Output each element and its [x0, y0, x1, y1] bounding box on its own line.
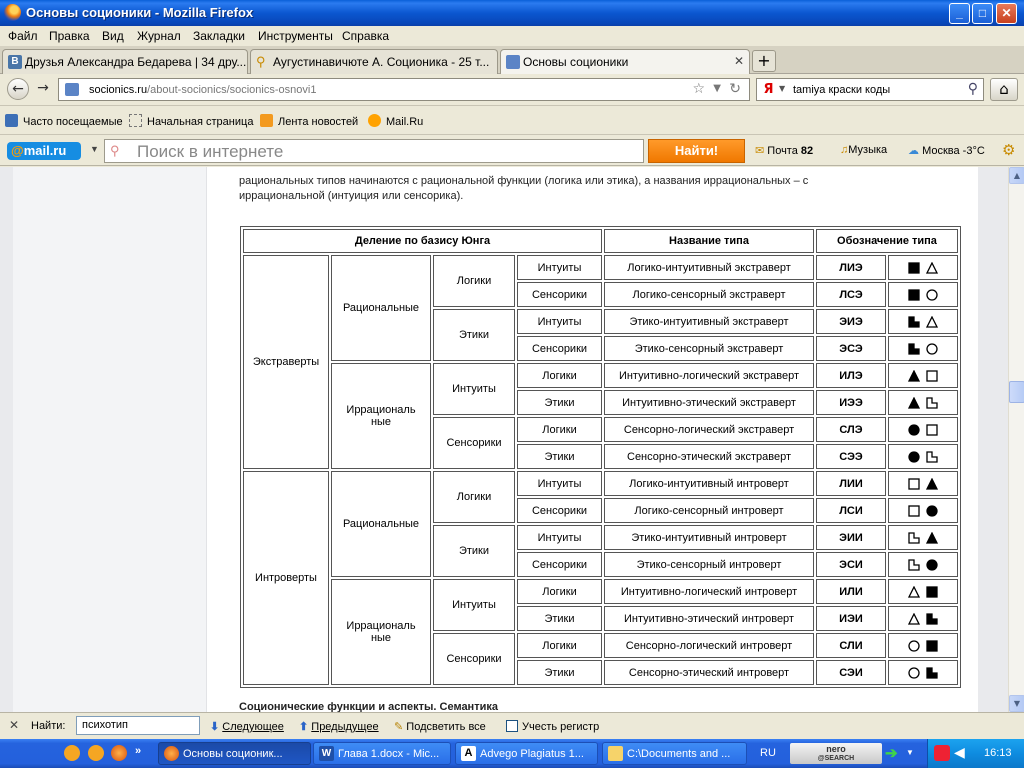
sub-function: Логики — [517, 417, 602, 442]
type-name: Этико-интуитивный интроверт — [604, 525, 814, 550]
type-symbols — [888, 579, 958, 604]
type-code: ИЭЭ — [816, 390, 886, 415]
table-row — [243, 363, 958, 388]
right-gutter — [978, 167, 1008, 712]
sq-open-icon — [908, 478, 920, 490]
taskbar-word[interactable] — [313, 742, 451, 765]
music-link[interactable] — [840, 144, 887, 156]
circ-fill-icon — [908, 451, 920, 463]
close-tab-icon[interactable]: ✕ — [733, 54, 744, 68]
tab-augustinaviciute[interactable] — [250, 49, 498, 74]
highlighter-icon: ✎ — [394, 721, 404, 733]
intro-line-1: рациональных типов начинаются с рациональной функции (логика или этика), а названия иррациональных – с — [239, 175, 809, 187]
type-symbols — [888, 660, 958, 685]
find-next-label: Следующее — [222, 721, 284, 733]
header-type-code: Обозначение типа — [816, 229, 958, 253]
bookmark-news-feed[interactable] — [260, 114, 358, 128]
sub-function: Этики — [517, 606, 602, 631]
sq-open-icon — [926, 370, 938, 382]
arrow-up-icon: ⬆ — [299, 721, 309, 733]
menu-help[interactable]: Справка — [342, 29, 390, 43]
tab-bar — [0, 46, 1024, 74]
type-code: ЛСЭ — [816, 282, 886, 307]
bookmark-star-icon[interactable]: ☆ — [692, 81, 705, 97]
type-name: Логико-интуитивный интроверт — [604, 471, 814, 496]
close-window-button[interactable]: ✕ — [996, 3, 1017, 24]
yandex-icon[interactable]: Я — [763, 82, 774, 97]
nero-sub: @SEARCH — [817, 755, 855, 762]
menu-bookmarks[interactable]: Закладки — [193, 29, 245, 43]
system-tray — [927, 739, 1024, 768]
taskbar-advego[interactable] — [455, 742, 598, 765]
reload-icon[interactable]: ↻ — [729, 81, 741, 97]
type-code: ЛИИ — [816, 471, 886, 496]
sub-function: Этики — [517, 660, 602, 685]
highlight-all-label: Подсветить все — [406, 721, 486, 733]
type-name: Логико-сенсорный интроверт — [604, 498, 814, 523]
type-symbols — [888, 633, 958, 658]
tab-socionics-basics[interactable] — [500, 49, 750, 75]
group-sensing: Сенсорики — [433, 633, 515, 685]
circ-open-icon — [908, 640, 920, 652]
find-input[interactable]: психотип — [76, 716, 200, 735]
type-symbols — [888, 309, 958, 334]
advego-icon: A — [461, 746, 476, 761]
type-name: Сенсорно-этический интроверт — [604, 660, 814, 685]
l-open-icon — [926, 451, 938, 463]
envelope-icon: ✉ — [755, 145, 765, 157]
taskbar-explorer[interactable] — [602, 742, 747, 765]
search-bar[interactable] — [756, 78, 984, 101]
sq-fill-icon — [908, 289, 920, 301]
find-label: Найти: — [31, 720, 66, 732]
bookmarks-toolbar — [0, 107, 1024, 135]
search-input[interactable]: tamiya краски коды — [793, 84, 891, 96]
type-name: Этико-интуитивный экстраверт — [604, 309, 814, 334]
page-icon — [129, 114, 142, 127]
logo-text: mail.ru — [23, 143, 67, 158]
table-row — [243, 255, 958, 280]
tri-fill-icon — [926, 532, 938, 544]
group-ethics: Этики — [433, 525, 515, 577]
tri-open-icon — [926, 316, 938, 328]
logo-at: @ — [11, 143, 24, 158]
folder-icon — [608, 746, 623, 761]
type-symbols — [888, 498, 958, 523]
tri-fill-icon — [926, 478, 938, 490]
tri-open-icon — [908, 613, 920, 625]
quicklaunch-firefox-icon[interactable] — [111, 745, 127, 761]
sq-fill-icon — [908, 262, 920, 274]
url-bar[interactable] — [58, 78, 750, 101]
circ-fill-icon — [926, 505, 938, 517]
url-host: socionics.ru — [89, 84, 148, 96]
intro-text — [239, 167, 959, 204]
clock: 16:13 — [984, 747, 1012, 759]
find-next-button[interactable] — [210, 720, 284, 733]
group-sensing: Сенсорики — [433, 417, 515, 469]
type-symbols — [888, 552, 958, 577]
taskbar-label: Основы соционик... — [183, 748, 283, 760]
menu-bar — [0, 26, 1024, 46]
taskbar-label: C:\Documents and ... — [627, 748, 731, 760]
window-title: Основы соционики - Mozilla Firefox — [26, 5, 254, 20]
header-jung-basis: Деление по базису Юнга — [243, 229, 602, 253]
antivirus-icon[interactable] — [934, 745, 950, 761]
section-subheading: Соционические функции и аспекты. Семантика — [239, 701, 498, 712]
group-extraverts: Экстраверты — [243, 255, 329, 469]
type-code: ЛИЭ — [816, 255, 886, 280]
firefox-icon — [4, 4, 21, 21]
home-button[interactable]: ⌂ — [990, 78, 1018, 101]
forward-button[interactable]: → — [37, 80, 49, 96]
type-symbols — [888, 525, 958, 550]
arrow-down-icon: ⬇ — [210, 721, 220, 733]
circ-fill-icon — [908, 424, 920, 436]
irrational-line-1: Иррациональ — [346, 620, 416, 632]
l-fill-icon — [908, 343, 920, 355]
circ-fill-icon — [926, 559, 938, 571]
settings-gear-icon[interactable]: ⚙ — [1002, 142, 1016, 159]
sub-function: Сенсорики — [517, 282, 602, 307]
tab-label: Основы соционики — [523, 55, 629, 69]
bookmark-label: Лента новостей — [278, 116, 359, 128]
history-dropdown-icon[interactable]: ▼ — [713, 83, 721, 94]
socionics-types-table — [240, 226, 961, 688]
type-code: ЭИИ — [816, 525, 886, 550]
l-open-icon — [908, 532, 920, 544]
tab-label: Аугустинавичюте А. Соционика - 25 т... — [273, 55, 490, 69]
group-rational: Рациональные — [331, 255, 431, 361]
group-intuitive: Интуиты — [433, 579, 515, 631]
rss-icon — [260, 114, 273, 127]
bookmark-label: Mail.Ru — [386, 116, 424, 128]
group-irrational — [331, 363, 431, 469]
group-irrational — [331, 579, 431, 685]
maximize-button[interactable]: □ — [972, 3, 993, 24]
scroll-down-arrow[interactable]: ▼ — [1009, 695, 1024, 712]
mailru-logo[interactable] — [7, 142, 81, 160]
type-name: Интуитивно-логический интроверт — [604, 579, 814, 604]
sub-function: Сенсорики — [517, 336, 602, 361]
match-case-label: Учесть регистр — [522, 721, 600, 733]
tri-open-icon — [908, 586, 920, 598]
most-visited-icon — [5, 114, 18, 127]
type-code: ЭСЭ — [816, 336, 886, 361]
irrational-line-2: ные — [370, 416, 392, 428]
header-type-name: Название типа — [604, 229, 814, 253]
mailru-search-field[interactable] — [104, 139, 644, 163]
type-code: ИЛЭ — [816, 363, 886, 388]
language-indicator[interactable]: RU — [760, 747, 776, 759]
l-fill-icon — [926, 613, 938, 625]
vk-icon: В — [8, 55, 22, 69]
table-row — [243, 471, 958, 496]
circ-open-icon — [908, 667, 920, 679]
cloud-icon: ☁ — [908, 145, 919, 157]
sub-function: Логики — [517, 633, 602, 658]
search-icon: ⚲ — [110, 143, 120, 158]
music-icon: ♫ — [840, 144, 849, 156]
type-symbols — [888, 606, 958, 631]
site-icon — [506, 55, 520, 69]
title-bar — [0, 0, 1024, 26]
sub-function: Интуиты — [517, 309, 602, 334]
type-name: Интуитивно-логический экстраверт — [604, 363, 814, 388]
url-path: /about-socionics/socionics-osnovi1 — [147, 84, 317, 96]
type-symbols — [888, 363, 958, 388]
sq-open-icon — [926, 424, 938, 436]
sub-function: Логики — [517, 579, 602, 604]
engine-dropdown-icon[interactable]: ▼ — [779, 84, 786, 93]
group-logic: Логики — [433, 471, 515, 523]
type-name: Этико-сенсорный интроверт — [604, 552, 814, 577]
irrational-line-2: ные — [370, 632, 392, 644]
intro-line-2: иррациональной (интуиция или сенсорика). — [239, 190, 464, 202]
type-symbols — [888, 444, 958, 469]
mail-link[interactable] — [755, 144, 813, 157]
search-icon: ⚲ — [256, 54, 266, 69]
sub-function: Сенсорики — [517, 498, 602, 523]
sub-function: Интуиты — [517, 525, 602, 550]
type-code: ЭСИ — [816, 552, 886, 577]
site-icon — [65, 83, 79, 96]
taskbar-firefox[interactable] — [158, 742, 311, 765]
windows-taskbar — [0, 739, 1024, 768]
page-viewport — [0, 167, 1024, 712]
tri-open-icon — [926, 262, 938, 274]
sq-open-icon — [908, 505, 920, 517]
type-code: СЭЭ — [816, 444, 886, 469]
menu-tools[interactable]: Инструменты — [258, 29, 333, 43]
new-tab-button[interactable]: + — [752, 50, 776, 72]
left-sidebar — [13, 167, 207, 712]
l-fill-icon — [926, 667, 938, 679]
group-intuitive: Интуиты — [433, 363, 515, 415]
quicklaunch-agent-icon[interactable] — [88, 745, 104, 761]
mailru-icon — [368, 114, 381, 127]
type-code: СЛИ — [816, 633, 886, 658]
group-ethics: Этики — [433, 309, 515, 361]
type-name: Интуитивно-этический экстраверт — [604, 390, 814, 415]
weather-link[interactable] — [908, 144, 985, 157]
type-code: ИЭИ — [816, 606, 886, 631]
l-open-icon — [926, 397, 938, 409]
quicklaunch-more-icon[interactable]: » — [135, 745, 142, 757]
search-placeholder: Поиск в интернете — [137, 142, 284, 161]
quicklaunch-mailru-icon[interactable] — [64, 745, 80, 761]
irrational-line-1: Иррациональ — [346, 404, 416, 416]
taskbar-label: Глава 1.docx - Mic... — [338, 748, 440, 760]
sub-function: Этики — [517, 444, 602, 469]
word-icon: W — [319, 746, 334, 761]
tab-vk[interactable] — [2, 49, 248, 74]
type-name: Сенсорно-логический интроверт — [604, 633, 814, 658]
l-open-icon — [908, 559, 920, 571]
scroll-thumb[interactable] — [1009, 381, 1024, 403]
vertical-scrollbar[interactable] — [1008, 167, 1024, 712]
bookmark-most-visited[interactable] — [5, 114, 123, 128]
type-code: ИЛИ — [816, 579, 886, 604]
sq-fill-icon — [926, 586, 938, 598]
music-label: Музыка — [848, 144, 888, 156]
type-symbols — [888, 282, 958, 307]
nero-dropdown-icon[interactable]: ▼ — [906, 748, 914, 757]
scroll-up-arrow[interactable]: ▲ — [1009, 167, 1024, 184]
type-name: Логико-интуитивный экстраверт — [604, 255, 814, 280]
volume-icon[interactable]: ◀ — [954, 744, 965, 760]
checkbox-icon[interactable] — [506, 720, 518, 732]
bookmark-label: Часто посещаемые — [23, 116, 123, 128]
type-symbols — [888, 336, 958, 361]
type-symbols — [888, 255, 958, 280]
table-row — [243, 579, 958, 604]
nero-search-widget[interactable] — [790, 743, 882, 764]
type-code: ЛСИ — [816, 498, 886, 523]
firefox-icon — [164, 746, 179, 761]
type-name: Этико-сенсорный экстраверт — [604, 336, 814, 361]
group-logic: Логики — [433, 255, 515, 307]
mail-count: 82 — [800, 145, 814, 157]
menu-history[interactable]: Журнал — [137, 29, 181, 43]
sub-function: Интуиты — [517, 471, 602, 496]
type-name: Логико-сенсорный экстраверт — [604, 282, 814, 307]
url-text[interactable] — [89, 84, 316, 96]
taskbar-label: Advego Plagiatus 1... — [480, 748, 584, 760]
type-code: СЛЭ — [816, 417, 886, 442]
weather-label: Москва -3°C — [922, 145, 985, 157]
mailru-dropdown-icon[interactable]: ▼ — [90, 144, 99, 154]
navigation-bar — [0, 74, 1024, 106]
l-fill-icon — [908, 316, 920, 328]
bookmark-mailru[interactable] — [368, 114, 423, 128]
type-code: СЭИ — [816, 660, 886, 685]
type-name: Интуитивно-этический интроверт — [604, 606, 814, 631]
tri-fill-icon — [908, 397, 920, 409]
intro-clipped-line — [239, 167, 959, 174]
type-name: Сенсорно-этический экстраверт — [604, 444, 814, 469]
bookmark-home-page[interactable] — [129, 114, 253, 128]
type-symbols — [888, 390, 958, 415]
sub-function: Логики — [517, 363, 602, 388]
find-previous-button[interactable] — [299, 720, 379, 733]
type-symbols — [888, 417, 958, 442]
article — [207, 167, 978, 712]
group-rational: Рациональные — [331, 471, 431, 577]
magnifier-icon[interactable]: ⚲ — [967, 81, 978, 97]
type-symbols — [888, 471, 958, 496]
match-case-checkbox[interactable] — [506, 720, 599, 733]
minimize-button[interactable]: _ — [949, 3, 970, 24]
circ-open-icon — [926, 343, 938, 355]
mailru-toolbar — [0, 136, 1024, 166]
tri-fill-icon — [908, 370, 920, 382]
close-find-bar-icon[interactable]: ✕ — [9, 718, 20, 732]
mail-label: Почта — [767, 145, 798, 157]
menu-file[interactable]: Файл — [8, 29, 38, 43]
circ-open-icon — [926, 289, 938, 301]
sq-fill-icon — [926, 640, 938, 652]
highlight-all-button[interactable] — [394, 720, 486, 733]
sub-function: Сенсорики — [517, 552, 602, 577]
sub-function: Интуиты — [517, 255, 602, 280]
nero-logo: nero — [826, 744, 846, 754]
find-button[interactable]: Найти! — [648, 139, 745, 163]
type-code: ЭИЭ — [816, 309, 886, 334]
menu-view[interactable]: Вид — [102, 29, 124, 43]
type-name: Сенсорно-логический экстраверт — [604, 417, 814, 442]
group-introverts: Интроверты — [243, 471, 329, 685]
find-previous-label: Предыдущее — [311, 721, 379, 733]
tab-label: Друзья Александра Бедарева | 34 дру... — [25, 55, 247, 69]
go-arrow-icon[interactable]: ➔ — [885, 745, 898, 762]
back-button[interactable]: ← — [7, 78, 29, 100]
menu-edit[interactable]: Правка — [49, 29, 90, 43]
left-gutter — [0, 167, 13, 712]
find-bar — [0, 712, 1024, 739]
bookmark-label: Начальная страница — [147, 116, 254, 128]
sub-function: Этики — [517, 390, 602, 415]
